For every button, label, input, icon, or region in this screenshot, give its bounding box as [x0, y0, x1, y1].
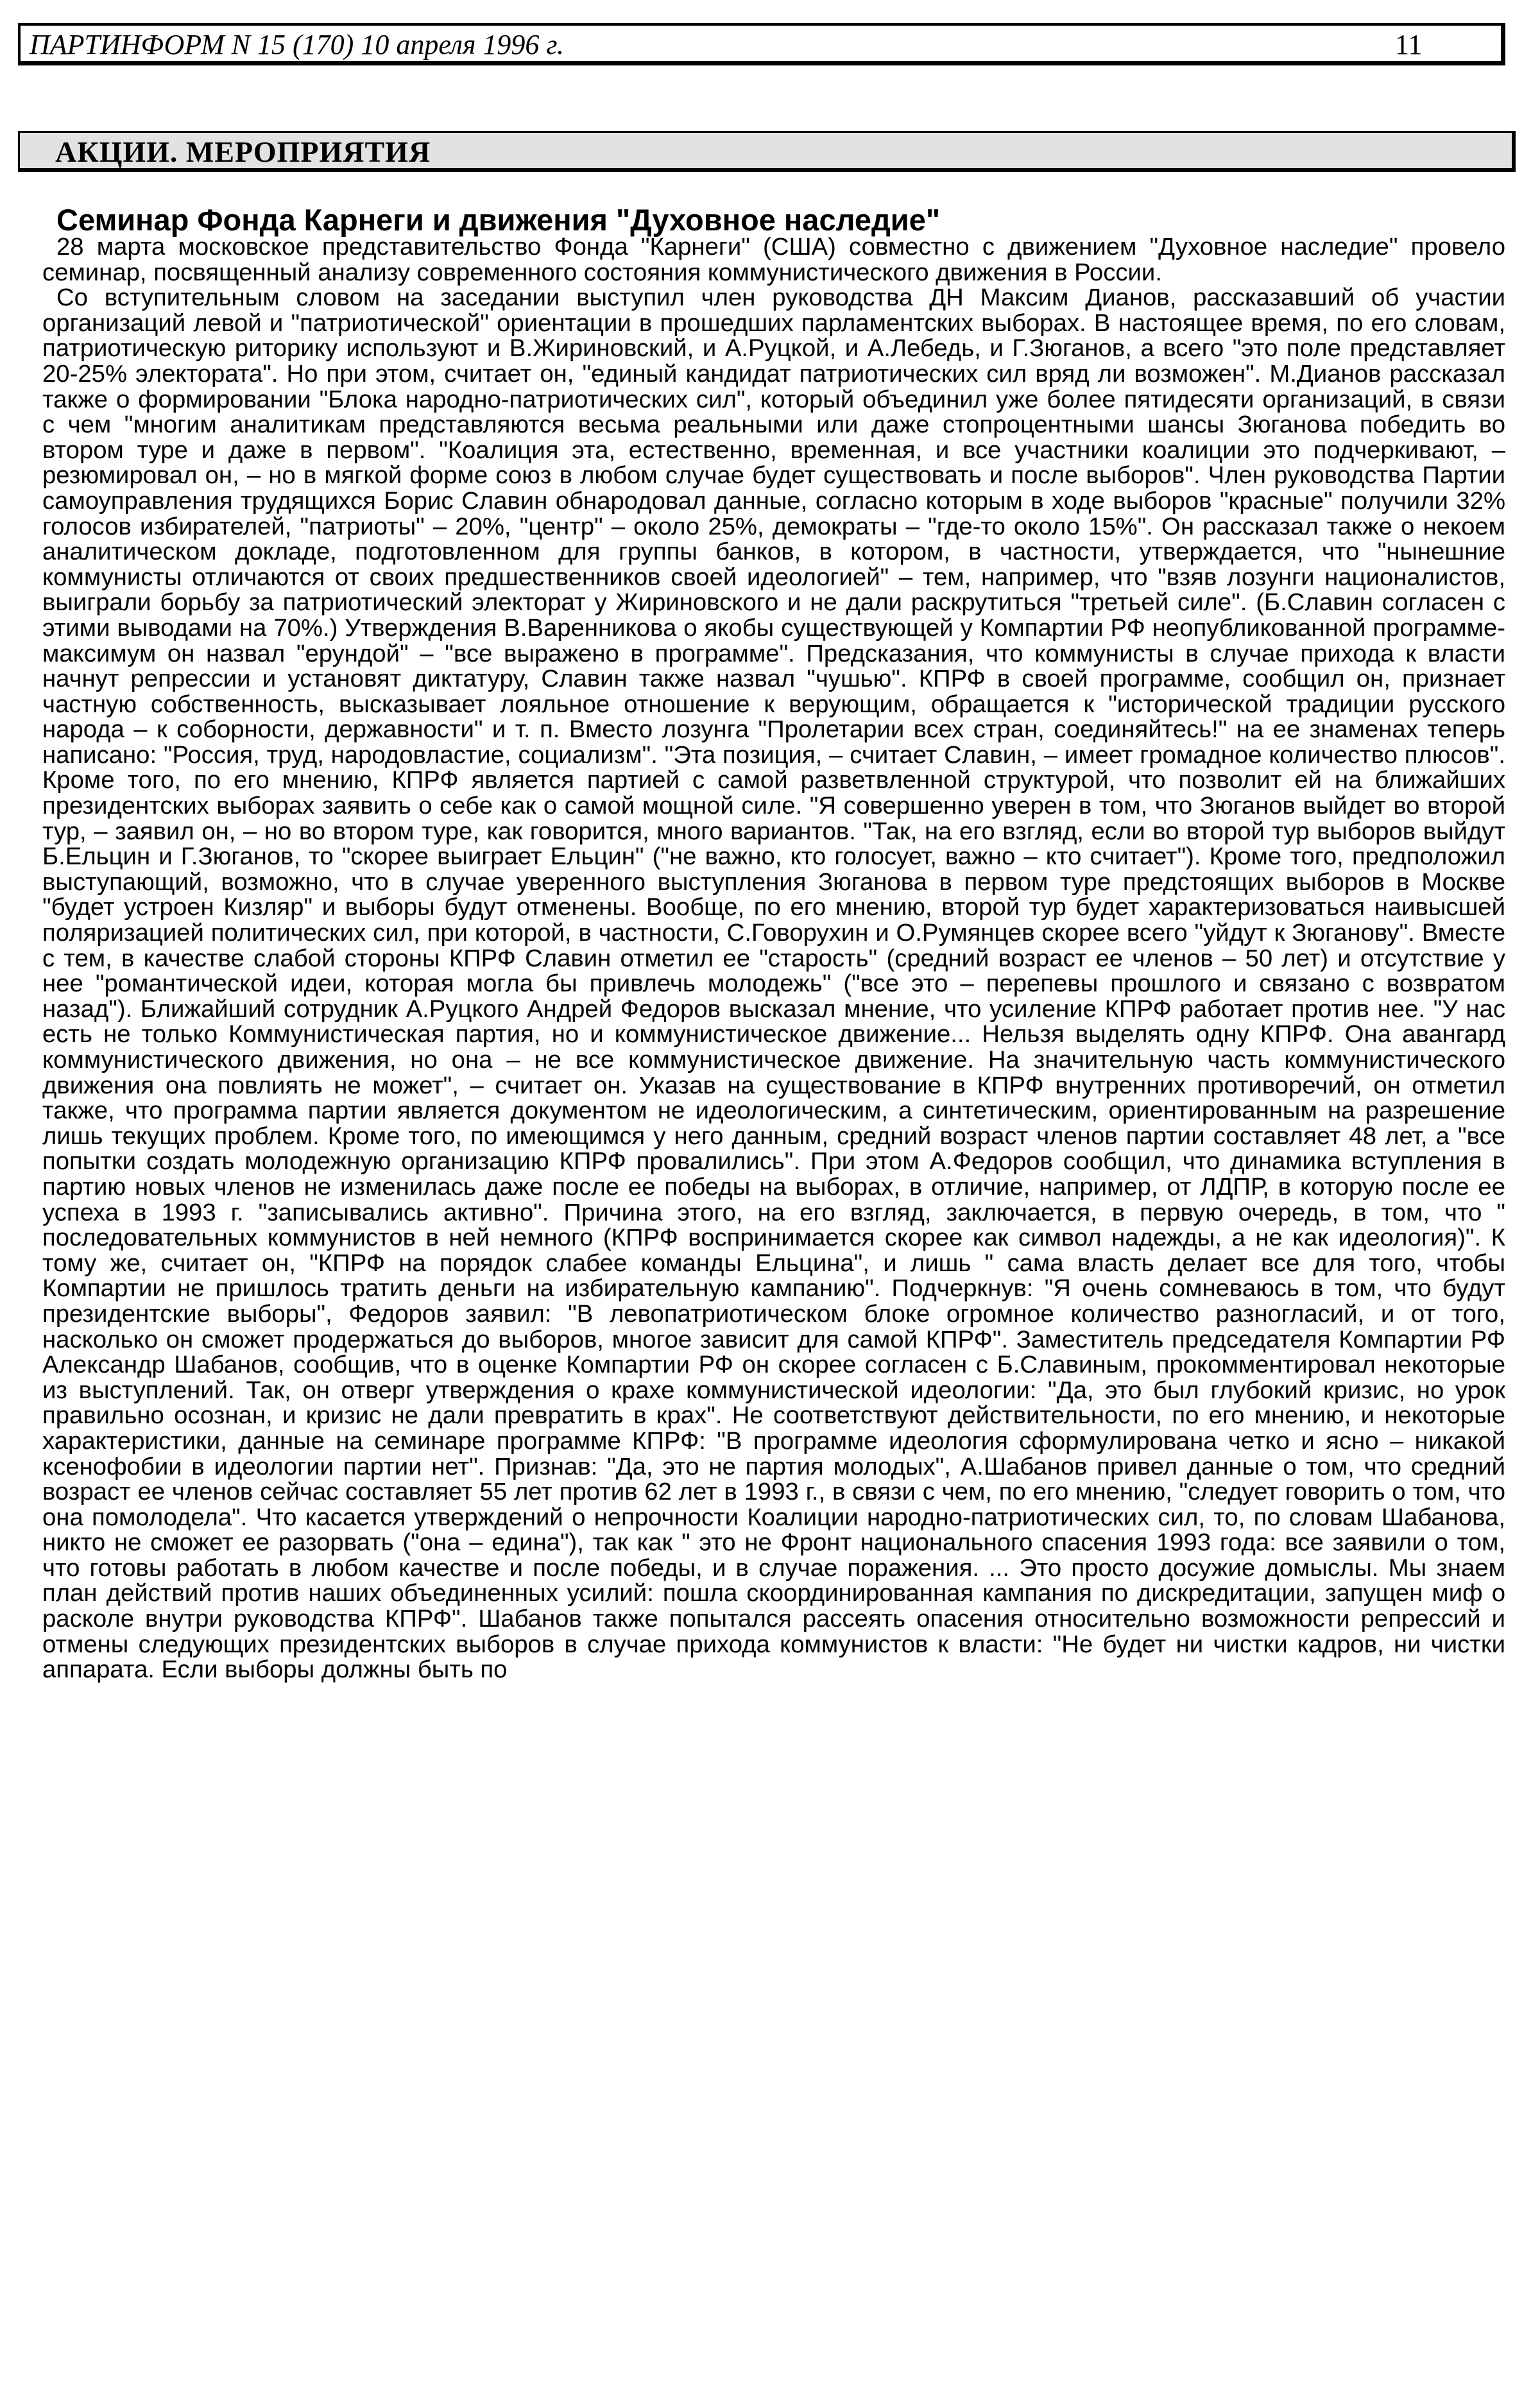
- article-title: Семинар Фонда Карнеги и движения "Духовное наследие": [56, 203, 941, 237]
- section-title: АКЦИИ. МЕРОПРИЯТИЯ: [55, 135, 431, 168]
- article-paragraph: Со вступительным словом на заседании выступил член руководства ДН Максим Дианов, рассказавший об участии организаций левой и "патриотической" ориентации в прошедших парламентских выборах. В настоящее время, по его словам, патриотическую риторику используют и В.Жириновский, и А.Руцкой, и А.Лебедь, и Г.Зюганов, а всего "это поле представляет 20-25% электората". Но при этом, считает он, "единый кандидат патриотических сил вряд ли возможен". М.Дианов рассказал также о формировании "Блока народно-патриотических сил", который объединил уже более пятидесяти организаций, в связи с чем "многим аналитикам представляются весьма реальными или даже стопроцентными шансы Зюганова победить во втором туре и даже в первом". "Коалиция эта, естественно, временная, и все участники коалиции это подчеркивают, – резюмировал он, – но в мягкой форме союз в любом случае будет существовать и после выборов". Член руководства Партии самоуправления трудящихся Борис Славин обнародовал данные, согласно которым в ходе выборов "красные" получили 32% голосов избирателей, "патриоты" – 20%, "центр" – около 25%, демократы – "где-то около 15%". Он рассказал также о некоем аналитическом докладе, подготовленном для группы банков, в котором, в частности, утверждается, что "нынешние коммунисты отличаются от своих предшественников своей идеологией" – тем, например, что "взяв лозунги националистов, выиграли борьбу за патриотический электорат у Жириновского и не дали раскрутиться "третьей силе". (Б.Славин согласен с этими выводами на 70%.) Утверждения В.Варенникова о якобы существующей у Компартии РФ неопубликованной программе-максимум он назвал "ерундой" – "все выражено в программе". Предсказания, что коммунисты в случае прихода к власти начнут репрессии и установят диктатуру, Славин также назвал "чушью". КПРФ в своей программе, сообщил он, признает частную собственность, высказывает лояльное отношение к верующим, обращается к "исторической традиции русского народа – к соборности, державности" и т. п. Вместо лозунга "Пролетарии всех стран, соединяйтесь!" на ее знаменах теперь написано: "Россия, труд, народовластие, социализм". "Эта позиция, – считает Славин, – имеет громадное количество плюсов". Кроме того, по его мнению, КПРФ является партией с самой разветвленной структурой, что позволит ей на ближайших президентских выборах заявить о себе как о самой мощной силе. "Я совершенно уверен в том, что Зюганов выйдет во второй тур, – заявил он, – но во втором туре, как говорится, много вариантов. "Так, на его взгляд, если во второй тур выборов выйдут Б.Ельцин и Г.Зюганов, то "скорее выиграет Ельцин" ("не важно, кто голосует, важно – кто считает"). Кроме того, предположил выступающий, возможно, что в случае уверенного выступления Зюганова в первом туре предстоящих выборов в Москве "будет устроен Кизляр" и выборы будут отменены. Вообще, по его мнению, второй тур будет характеризоваться наивысшей поляризацией политических сил, при которой, в частности, С.Говорухин и О.Румянцев скорее всего "уйдут к Зюганову". Вместе с тем, в качестве слабой стороны КПРФ Славин отметил ее "старость" (средний возраст ее членов – 50 лет) и отсутствие у нее "романтической идеи, которая могла бы привлечь молодежь" ("все это – перепевы прошлого и связано с возвратом назад"). Ближайший сотрудник А.Руцкого Андрей Федоров высказал мнение, что усиление КПРФ работает против нее. "У нас есть не только Коммунистическая партия, но и коммунистическое движение... Нельзя выделять одну КПРФ. Она авангард коммунистического движения, но она – не все коммунистическое движение. На значительную часть коммунистического движения она повлиять не может", – считает он. Указав на существование в КПРФ внутренних противоречий, он отметил также, что программа партии является документом не идеологическим, а синтетическим, ориентированным на разрешение лишь текущих проблем. Кроме того, по имеющимся у него данным, средний возраст членов партии составляет 48 лет, а "все попытки создать молодежную организацию КПРФ провалились". При этом А.Федоров сообщил, что динамика вступления в партию новых членов не изменилась даже после ее победы на выборах, в отличие, например, от ЛДПР, в которую после ее успеха в 1993 г. "записывались активно". Причина этого, на его взгляд, заключается, в первую очередь, в том, что " последовательных коммунистов в ней немного (КПРФ воспринимается скорее как символ надежды, а не как идеология)". К тому же, считает он, "КПРФ на порядок слабее команды Ельцина", и лишь " сама власть делает все для того, чтобы Компартии не пришлось тратить деньги на избирательную кампанию". Подчеркнув: "Я очень сомневаюсь в том, что будут президентские выборы", Федоров заявил: "В левопатриотическом блоке огромное количество разногласий, и от того, насколько он сможет продержаться до выборов, многое зависит для самой КПРФ". Заместитель председателя Компартии РФ Александр Шабанов, сообщив, что в оценке Компартии РФ он скорее согласен с Б.Славиным, прокомментировал некоторые из выступлений. Так, он отверг утверждения о крахе коммунистической идеологии: "Да, это был глубокий кризис, но урок правильно осознан, и кризис не дали превратить в крах". Не соответствуют действительности, по его мнению, и некоторые характеристики, данные на семинаре программе КПРФ: "В программе идеология сформулирована четко и ясно – никакой ксенофобии в идеологии партии нет". Признав: "Да, это не партия молодых", А.Шабанов привел данные о том, что средний возраст ее членов сейчас составляет 55 лет против 62 лет в 1993 г., в связи с чем, по его мнению, "следует говорить о том, что она помолодела". Что касается утверждений о непрочности Коалиции народно-патриотических сил, то, по словам Шабанова, никто не сможет ее разорвать ("она – едина"), так как " это не Фронт национального спасения 1993 года: все заявили о том, что готовы работать в любом качестве и после победы, и в случае поражения. ... Это просто досужие домыслы. Мы знаем план действий против наших объединенных усилий: пошла скоординированная кампания по дискредитации, запущен миф о расколе внутри руководства КПРФ". Шабанов также попытался рассеять опасения относительно возможности репрессий и отмены следующих президентских выборов в случае прихода коммунистов к власти: "Не будет ни чистки кадров, ни чистки аппарата. Если выборы должны быть по: [42, 284, 1505, 1684]
- page-header: [18, 23, 1505, 65]
- section-banner: [18, 131, 1516, 172]
- page-number: 11: [1395, 29, 1423, 60]
- publication-info: ПАРТИНФОРМ N 15 (170) 10 апреля 1996 г.: [30, 29, 564, 60]
- article-body: [42, 234, 1505, 1683]
- article-paragraph: 28 марта московское представительство Фонда "Карнеги" (США) совместно с движением "Духовное наследие" провело семинар, посвященный анализу современного состояния коммунистического движения в России.: [42, 233, 1505, 286]
